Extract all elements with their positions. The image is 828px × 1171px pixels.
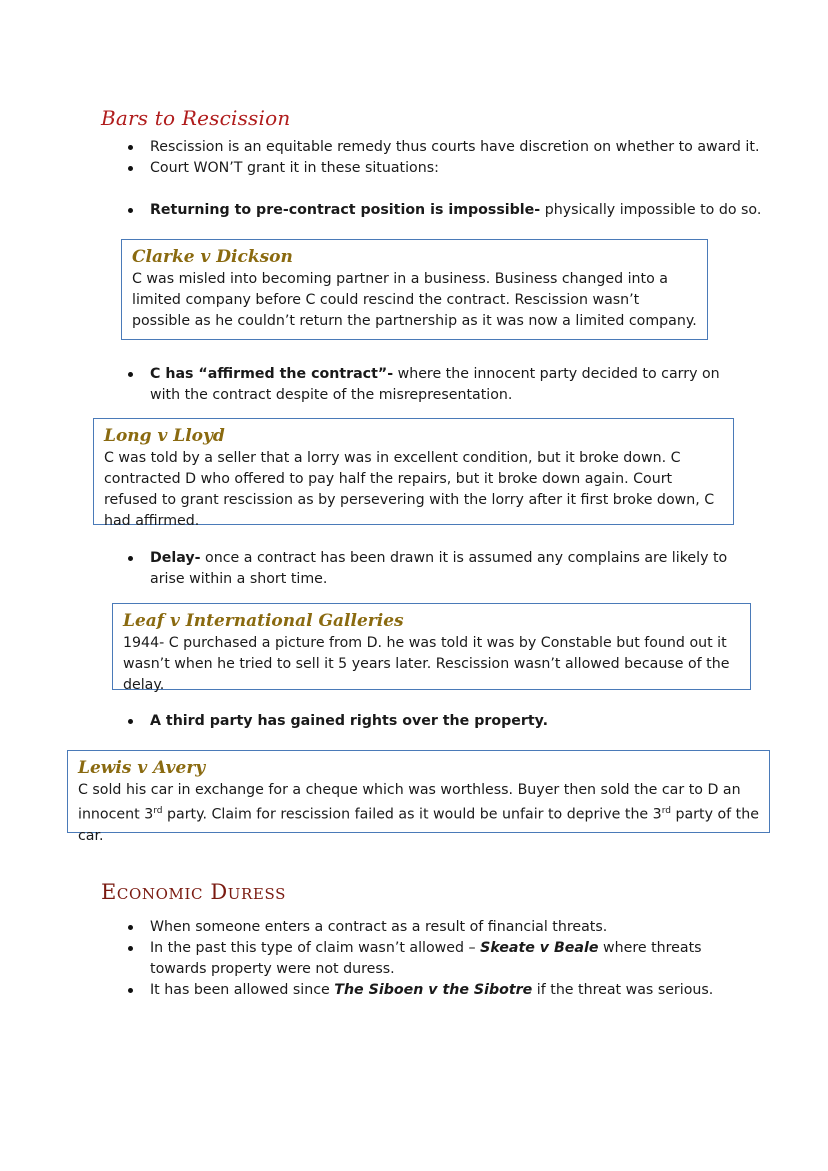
case-title: Long v Lloyd — [104, 426, 225, 446]
case-box-lewis — [67, 750, 770, 844]
case-text: 1944- C purchased a picture from D. he was told it was by Constable but found out it wasn’t when he tried to sell it 5 years later. Rescission wasn’t allowed because of the delay. — [123, 635, 730, 693]
intro-list — [124, 137, 764, 179]
bar-text: physically impossible to do so. — [540, 202, 762, 218]
section-heading-bars: Bars to Rescission — [101, 106, 291, 130]
list-item — [124, 548, 744, 590]
list-item: Court WON’T grant it in these situations: — [124, 158, 764, 179]
section-heading-duress: Economic Duress — [101, 880, 286, 904]
list-item — [124, 200, 764, 221]
bar-affirmed — [124, 364, 724, 406]
bar-third-party — [124, 711, 744, 732]
case-box-clarke — [121, 239, 708, 340]
case-box-long — [93, 418, 734, 529]
bar-title: A third party has gained rights over the property. — [150, 713, 548, 729]
list-item: It has been allowed since The Siboen v the Sibotre if the threat was serious. — [124, 980, 744, 1001]
bar-impossible — [124, 200, 764, 221]
bar-title: Delay- — [150, 550, 201, 566]
bar-title: C has “affirmed the contract”- — [150, 366, 394, 382]
list-item — [124, 711, 744, 732]
case-title: Leaf v International Galleries — [123, 611, 404, 631]
case-text: C was misled into becoming partner in a business. Business changed into a limited company before C could rescind the contract. Rescission wasn’t possible as he couldn’t return the partnership as it was now a limited company. — [132, 271, 697, 329]
list-item: When someone enters a contract as a result of financial threats. — [124, 917, 744, 938]
case-box-leaf — [112, 603, 751, 693]
list-item: Rescission is an equitable remedy thus courts have discretion on whether to award it. — [124, 137, 764, 158]
list-item: In the past this type of claim wasn’t allowed – Skeate v Beale where threats towards property were not duress. — [124, 938, 744, 980]
bar-text: once a contract has been drawn it is assumed any complains are likely to arise within a short time. — [150, 550, 728, 587]
case-reference: The Siboen v the Sibotre — [334, 982, 533, 998]
case-text: C was told by a seller that a lorry was in excellent condition, but it broke down. C contracted D who offered to pay half the repairs, but it broke down again. Court refused to grant rescission as by persevering with the lorry after it first broke down, C had affirmed. — [104, 450, 715, 529]
case-title: Lewis v Avery — [78, 758, 206, 778]
case-text: C sold his car in exchange for a cheque which was worthless. Buyer then sold the car to D an innocent 3rd party. Claim for rescission failed as it would be unfair to deprive the 3rd party of the car. — [78, 782, 759, 844]
bar-title: Returning to pre-contract position is impossible- — [150, 202, 541, 218]
case-reference: Skeate v Beale — [480, 940, 599, 956]
bar-text: where the innocent party decided to carry on with the contract despite of the misrepresentation. — [150, 366, 720, 403]
list-item — [124, 364, 724, 406]
case-title: Clarke v Dickson — [132, 247, 293, 267]
bar-delay — [124, 548, 744, 590]
duress-list — [124, 917, 744, 1001]
